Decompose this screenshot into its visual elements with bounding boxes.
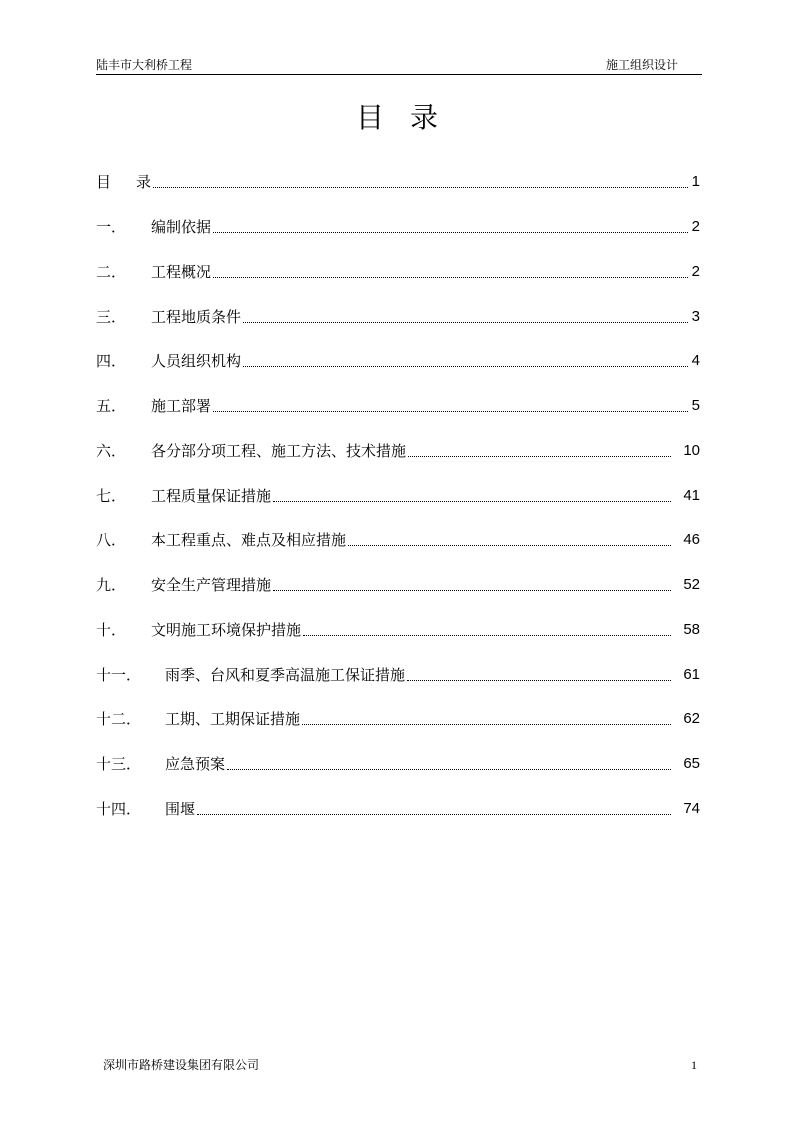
toc-entry-label: 本工程重点、难点及相应措施 <box>151 531 347 550</box>
page-title: 目录 <box>355 101 464 134</box>
toc-entry[interactable] <box>96 429 700 474</box>
page-header <box>96 58 702 75</box>
toc-entry-label: 安全生产管理措施 <box>151 576 272 595</box>
toc-entry-label: 录 <box>136 173 152 192</box>
toc-entry[interactable] <box>96 384 700 429</box>
toc-entry[interactable] <box>96 608 700 653</box>
toc-entry-label: 雨季、台风和夏季高温施工保证措施 <box>165 665 406 684</box>
toc-entry-label: 人员组织机构 <box>151 352 242 371</box>
toc-entry[interactable] <box>96 742 700 787</box>
toc-entry-number: 九． <box>96 576 127 595</box>
toc-entry-page: 3 <box>691 307 700 325</box>
toc-entry-number: 十二． <box>96 710 142 729</box>
toc-entry-label: 文明施工环境保护措施 <box>151 620 302 639</box>
toc-leader-dots <box>197 813 671 815</box>
toc-entry-label: 围堰 <box>165 799 196 818</box>
toc-entry-page: 46 <box>683 531 700 549</box>
toc-entry-number: 十一． <box>96 665 142 684</box>
toc-entry-page: 61 <box>683 665 700 683</box>
toc-entry-page: 65 <box>683 755 700 773</box>
toc-entry-number: 五． <box>96 397 127 416</box>
toc-leader-dots <box>243 365 688 367</box>
toc-entry-label: 工程质量保证措施 <box>151 486 272 505</box>
header-project-name: 陆丰市大利桥工程 <box>96 58 193 72</box>
toc-leader-dots <box>243 321 688 323</box>
toc-entry[interactable] <box>96 518 700 563</box>
toc-entry-number: 十． <box>96 620 127 639</box>
toc-entry-number: 八． <box>96 531 127 550</box>
toc-entry-number: 四． <box>96 352 127 371</box>
toc-entry-number: 十四． <box>96 799 142 818</box>
toc-entry-label: 编制依据 <box>151 218 212 237</box>
toc-entry-page: 2 <box>691 218 700 236</box>
toc-entry-number: 一． <box>96 218 127 237</box>
toc-entry-page: 4 <box>691 352 700 370</box>
toc-entry-label: 各分部分项工程、施工方法、技术措施 <box>151 441 407 460</box>
toc-leader-dots <box>273 589 671 591</box>
toc-entry-number: 十三． <box>96 755 142 774</box>
toc-entry-page: 5 <box>691 397 700 415</box>
toc-leader-dots <box>273 500 671 502</box>
toc-entry-number: 目 <box>96 173 112 192</box>
toc-entry[interactable] <box>96 339 700 384</box>
toc-entry-label: 工程概况 <box>151 262 212 281</box>
toc-leader-dots <box>153 186 688 188</box>
toc-entry-page: 41 <box>683 486 700 504</box>
toc-leader-dots <box>407 679 671 681</box>
toc-entry[interactable] <box>96 563 700 608</box>
toc-entry[interactable] <box>96 160 700 205</box>
toc-entry[interactable] <box>96 250 700 295</box>
toc-leader-dots <box>213 231 688 233</box>
toc-entry[interactable] <box>96 697 700 742</box>
toc-entry-label: 施工部署 <box>151 397 212 416</box>
header-document-type: 施工组织设计 <box>605 58 678 72</box>
toc-entry-label: 工程地质条件 <box>151 307 242 326</box>
toc-leader-dots <box>227 768 671 770</box>
toc-entry-page: 62 <box>683 710 700 728</box>
toc-entry-number: 三． <box>96 307 127 326</box>
toc-entry-label: 工期、工期保证措施 <box>165 710 301 729</box>
toc-leader-dots <box>302 723 671 725</box>
toc-entry[interactable] <box>96 473 700 518</box>
toc-entry-page: 58 <box>683 620 700 638</box>
footer-company-name: 深圳市路桥建设集团有限公司 <box>103 1058 260 1072</box>
toc-leader-dots <box>213 410 688 412</box>
toc-leader-dots <box>213 276 688 278</box>
toc-entry[interactable] <box>96 205 700 250</box>
toc-entry-label: 应急预案 <box>165 755 226 774</box>
toc-entry[interactable] <box>96 652 700 697</box>
toc-leader-dots <box>408 455 671 457</box>
toc-entry-page: 2 <box>691 262 700 280</box>
toc-entry-page: 10 <box>683 441 700 459</box>
toc-entry-number: 七． <box>96 486 127 505</box>
footer-page-number: 1 <box>691 1058 697 1072</box>
toc-entry-number: 二． <box>96 262 127 281</box>
toc-entry[interactable] <box>96 787 700 832</box>
toc-entry-number: 六． <box>96 441 127 460</box>
table-of-contents <box>96 160 700 831</box>
toc-leader-dots <box>303 634 671 636</box>
toc-entry-page: 1 <box>691 173 700 191</box>
toc-entry[interactable] <box>96 294 700 339</box>
toc-entry-page: 52 <box>683 576 700 594</box>
toc-entry-page: 74 <box>683 799 700 817</box>
toc-leader-dots <box>348 544 671 546</box>
